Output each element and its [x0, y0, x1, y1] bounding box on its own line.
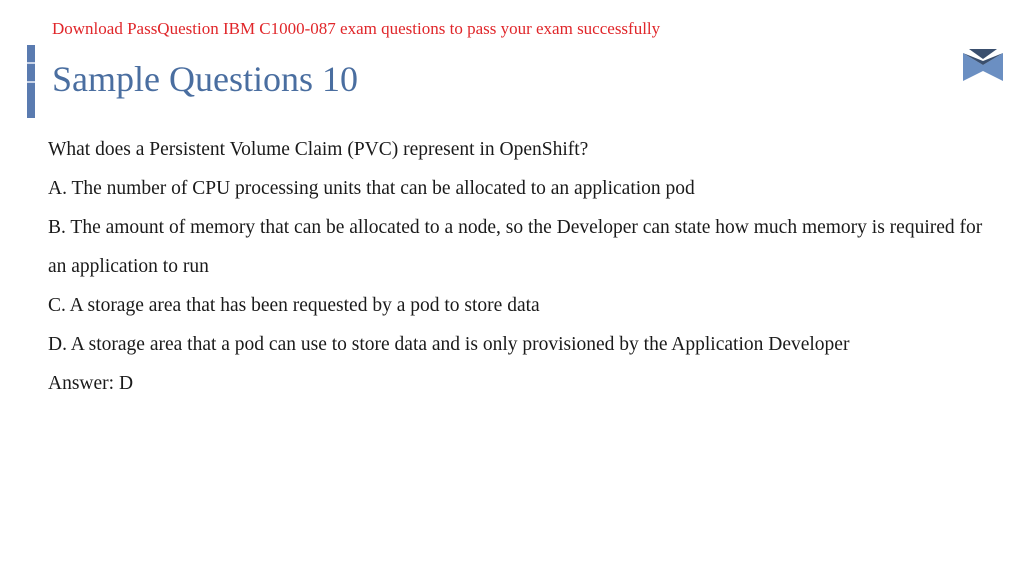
chevron-logo-icon	[963, 49, 1003, 81]
answer-text: Answer: D	[48, 373, 134, 394]
option-b: B. The amount of memory that can be allocated to a node, so the Developer can state how much memory is required for an application to run	[48, 217, 983, 277]
option-d: D. A storage area that a pod can use to store data and is only provisioned by the Application Developer	[48, 334, 850, 355]
title-accent-bar	[27, 45, 35, 118]
question-text: What does a Persistent Volume Claim (PVC) represent in OpenShift?	[48, 139, 589, 160]
download-banner: Download PassQuestion IBM C1000-087 exam questions to pass your exam successfully	[52, 19, 661, 38]
question-content	[48, 130, 998, 403]
option-c: C. A storage area that has been requested by a pod to store data	[48, 295, 540, 316]
page-title: Sample Questions 10	[52, 59, 358, 99]
option-a: A. The number of CPU processing units that can be allocated to an application pod	[48, 178, 695, 199]
